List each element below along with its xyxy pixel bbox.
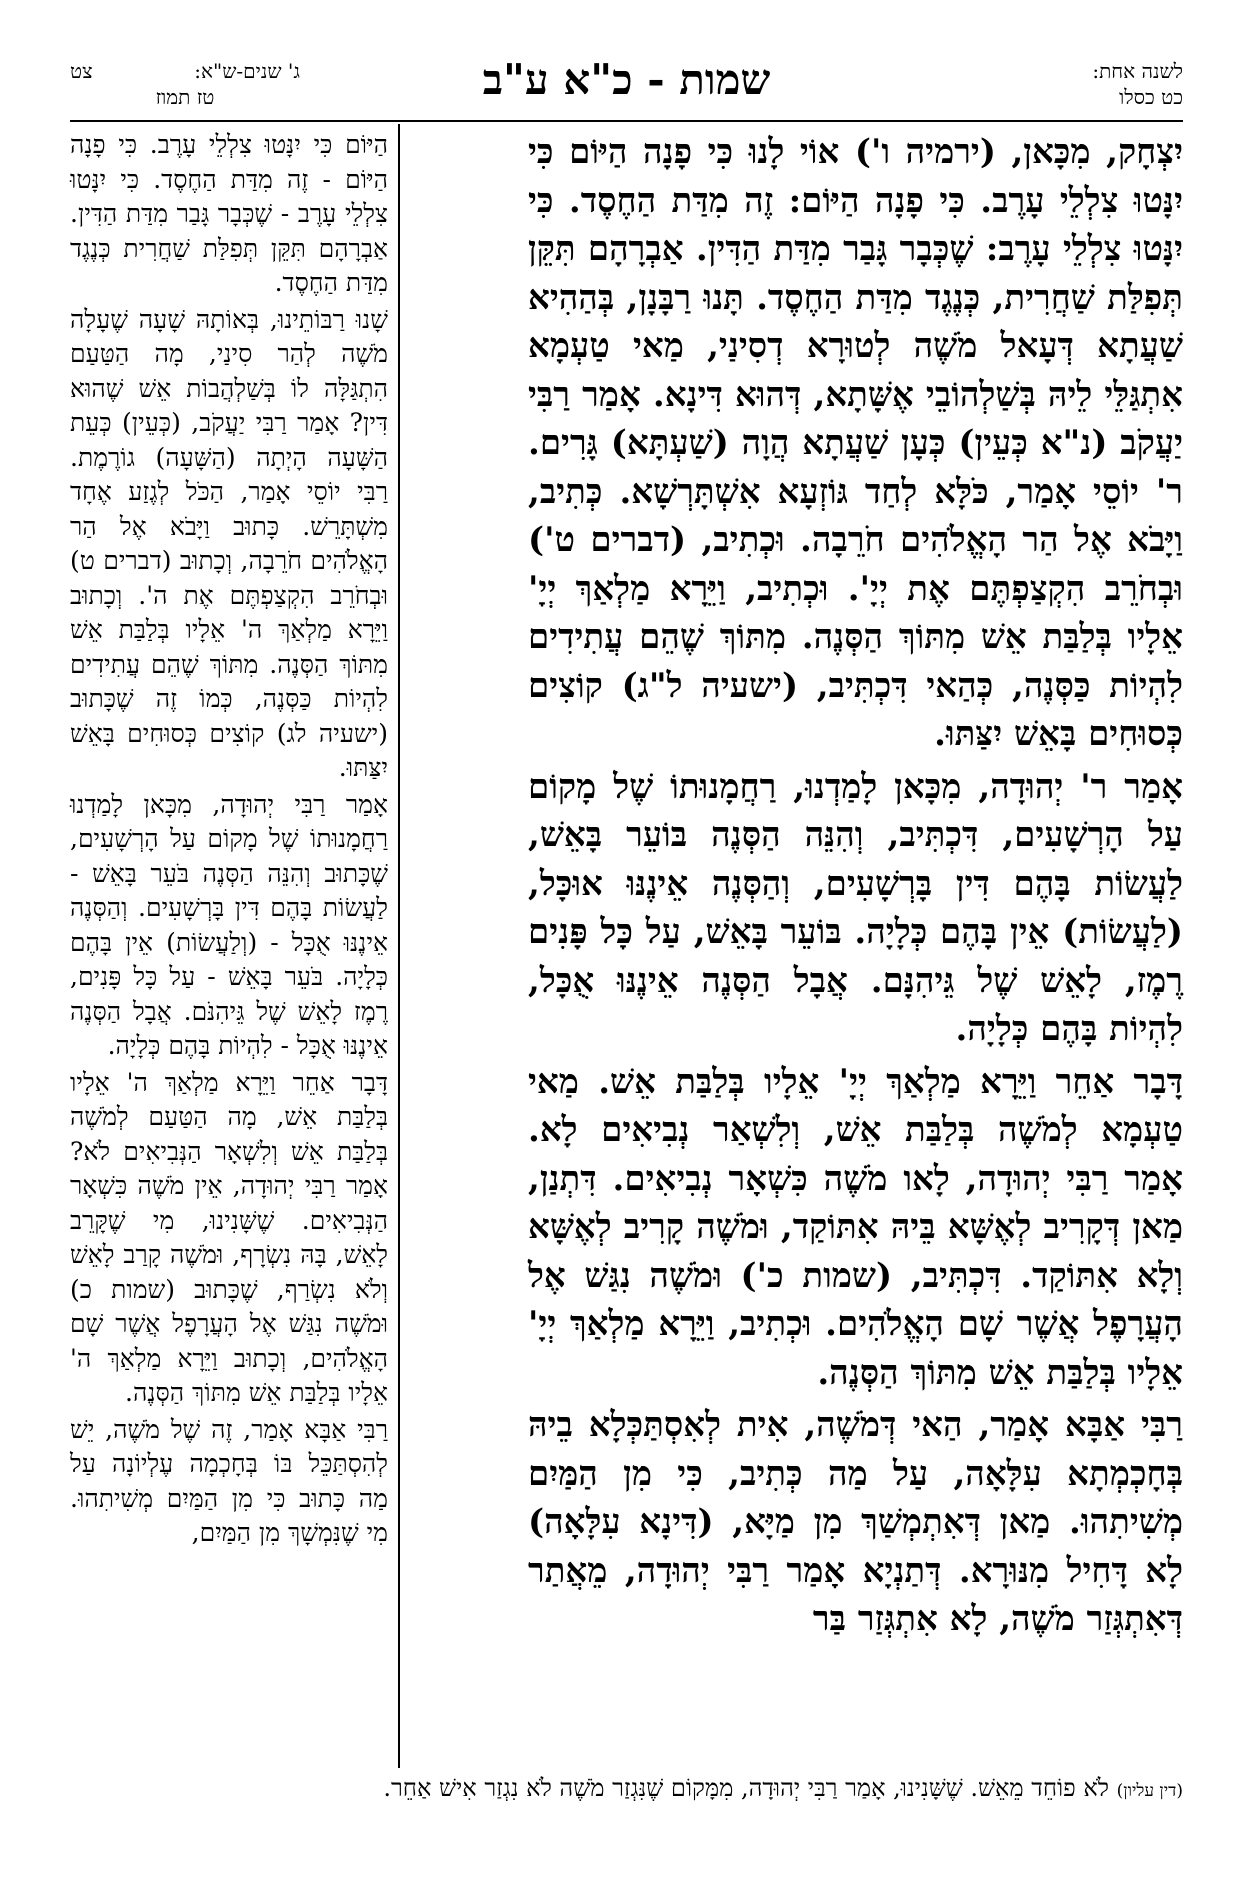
schedule-date-three-year: טז תמוז (155, 85, 215, 109)
footnote-text: לֹא פוֹחֵד מֵאֵשׁ. שֶׁשָּׁנִינוּ, אָמַר רַבִּי יְהוּדָה, מִמָּקוֹם שֶׁנִּגְזַר מֹשֶׁה לֹא נִגְזַר אִישׁ אַחֵר. (383, 1774, 1109, 1802)
translation-paragraph: שָׁנוּ רַבּוֹתֵינוּ, בְּאוֹתָהּ שָׁעָה שֶׁעָלָה מֹשֶׁה לְהַר סִינַי, מָה הַטַּעַם הִתְגַּלָּה לוֹ בְּשַׁלְהֲבוֹת אֵשׁ שֶׁהוּא דִּין? אָמַר רַבִּי יַעֲקֹב, (כְּעֵין) כְּעֵת הַשָּׁעָה הָיְתָה (הַשָּׁעָה) גוֹרֶמֶת. רַבִּי יוֹסֵי אָמַר, הַכֹּל לְגֶזַע אֶחָד מִשְׁתָּרֵשׁ. כָּתוּב וַיָּבֹא אֶל הַר הָאֱלֹהִים חֹרֵבָה, וְכָתוּב (דברים ט) וּבְחֹרֵב הִקְצַפְתֶּם אֶת ה'. וְכָתוּב וַיֵּרָא מַלְאַךְ ה' אֵלָיו בְּלַבַּת אֵשׁ מִתּוֹךְ הַסְּנֶה. מִתּוֹךְ שֶׁהֵם עֲתִידִים לִהְיוֹת כַּסְּנֶה, כְּמוֹ זֶה שֶׁכָּתוּב (ישעיה לג) קוֹצִים כְּסוּחִים בָּאֵשׁ יִצַּתּוּ. (70, 304, 388, 782)
header-rule (70, 120, 1183, 122)
footer-continuation (70, 1772, 1183, 1807)
translation-paragraph: אָמַר רַבִּי יְהוּדָה, מִכָּאן לָמַדְנוּ רַחֲמָנוּתוֹ שֶׁל מָקוֹם עַל הָרְשָׁעִים, שֶׁכָּתוּב וְהִנֵּה הַסְּנֶה בֹּעֵר בָּאֵשׁ - לַעֲשׂוֹת בָּהֶם דִּין בָּרְשָׁעִים. וְהַסְּנֶה אֵינֶנּוּ אֻכָּל - (וְלַעֲשׂוֹת) אֵין בָּהֶם כְּלָיָה. בֹּעֵר בָּאֵשׁ - עַל כָּל פָּנִים, רֶמֶז לָאֵשׁ שֶׁל גֵּיהִנֹּם. אֲבָל הַסְּנֶה אֵינֶנּוּ אֻכָּל - לִהְיוֹת בָּהֶם כְּלָיָה. (70, 789, 388, 1060)
schedule-label-one-year: לשנה אחת: (1092, 59, 1183, 83)
main-paragraph: אָמַר ר' יְהוּדָה, מִכָּאן לָמַדְנוּ, רַחֲמָנוּתוֹ שֶׁל מָקוֹם עַל הָרְשָׁעִים, דִּכְתִּיב, וְהִנֵּה הַסְּנֶה בּוֹעֵר בָּאֵשׁ, לַעֲשׂוֹת בָּהֶם דִּין בָּרְשָׁעִים, וְהַסְּנֶה אֵינֶנּוּ אוּכָּל, (לַעֲשׂוֹת) אֵין בָּהֶם כְּלָיָה. בּוֹעֵר בָּאֵשׁ, עַל כָּל פָּנִים רֶמֶז, לָאֵשׁ שֶׁל גֵּיהִנָּם. אֲבָל הַסְּנֶה אֵינֶנּוּ אֻכָּל, לִהְיוֹת בָּהֶם כְּלָיָה. (528, 766, 1183, 1049)
page-header (70, 55, 1183, 122)
main-paragraph: דָּבָר אַחֵר וַיֵּרָא מַלְאַךְ יְיָ' אֵלָיו בְּלַבַּת אֵשׁ. מַאי טַעְמָא לְמֹשֶׁה בְּלַבַּת אֵשׁ, וְלִשְׁאַר נְבִיאִים לָא. אָמַר רַבִּי יְהוּדָה, לָאו מֹשֶׁה כִּשְׁאָר נְבִיאִים. דִּתְנַן, מַאן דְּקָרִיב לְאֶשָּׁא בֵּיהּ אִתּוֹקַד, וּמֹשֶׁה קָרִיב לְאֶשָּׁא וְלָא אִתּוֹקַד. דִּכְתִּיב, (שמות כ') וּמֹשֶׁה נִגַּשׁ אֶל הָעֲרָפֶל אֲשֶׁר שָׁם הָאֱלֹהִים. וּכְתִיב, וַיֵּרָא מַלְאַךְ יְיָ' אֵלָיו בְּלַבַּת אֵשׁ מִתּוֹךְ הַסְּנֶה. (528, 1061, 1183, 1393)
main-paragraph: יִצְחָק, מִכָּאן, (ירמיה ו') אוֹי לָנוּ כִּי פָנָה הַיּוֹם כִּי יִנָּטוּ צִלְלֵי עָרֶב. כִּי פָנָה הַיּוֹם: זֶה מִדַּת הַחֶסֶד. כִּי יִנָּטוּ צִלְלֵי עָרֶב: שֶׁכְּבָר גָּבַר מִדַּת הַדִּין. אַבְרָהָם תִּקֵּן תְּפִלַּת שַׁחֲרִית, כְּנֶגֶד מִדַּת הַחֶסֶד. תָּנוּ רַבָּנָן, בְּהַהִיא שַׁעֲתָא דְּעָאל מֹשֶׁה לְטוּרָא דְסִינַי, מַאי טַעְמָא אִתְגַּלֵּי לֵיהּ בְּשַׁלְהוֹבֵי אֶשָּׁתָא, דְּהוּא דִּינָא. אָמַר רַבִּי יַעֲקֹב (נ"א כְּעֵין) כְּעָן שַׁעֲתָא הֲוָה (שַׁעְתָּא) גָּרִים. ר' יוֹסֵי אָמַר, כֹּלָּא לְחַד גּוֹזְעָא אִשְׁתָּרְשָׁא. כְּתִיב, וַיָּבֹא אֶל הַר הָאֱלֹהִים חֹרֵבָה. וּכְתִיב, (דברים ט') וּבְחֹרֵב הִקְצַפְתֶּם אֶת יְיָ'. וּכְתִיב, וַיֵּרָא מַלְאַךְ יְיָ' אֵלָיו בְּלַבַּת אֵשׁ מִתּוֹךְ הַסְּנֶה. מִתּוֹךְ שֶׁהֵם עֲתִידִים לִהְיוֹת כַּסְּנֶה, כְּהַאי דִּכְתִּיב, (ישעיה ל"ג) קוֹצִים כְּסוּחִים בָּאֵשׁ יִצַּתּוּ. (528, 132, 1183, 754)
schedule-date-one-year: כט כסלו (1119, 85, 1183, 109)
page-title: שמות - כ"א ע"ב (482, 55, 771, 104)
translation-column (70, 128, 388, 1768)
page-number: צט (70, 59, 93, 83)
study-schedule-three-year (70, 58, 300, 110)
schedule-label-three-year: ג' שנים-ש"א: (194, 59, 300, 83)
translation-paragraph: רַבִּי אַבָּא אָמַר, זֶה שֶׁל מֹשֶׁה, יֵשׁ לְהִסְתַּכֵּל בּוֹ בְּחָכְמָה עֶלְיוֹנָה עַל מַה כָּתוּב כִּי מִן הַמַּיִם מְשִׁיתִהוּ. מִי שֶׁנִּמְשָׁךְ מִן הַמַּיִם, (70, 1414, 388, 1547)
translation-paragraph: הַיּוֹם כִּי יִנָּטוּ צִלְלֵי עָרֶב. כִּי פָנָה הַיּוֹם - זֶה מִדַּת הַחֶסֶד. כִּי יִנָּטוּ צִלְלֵי עָרֶב - שֶׁכְּבָר גָּבַר מִדַּת הַדִּין. אַבְרָהָם תִּקֵּן תְּפִלַּת שַׁחֲרִית כְּנֶגֶד מִדַּת הַחֶסֶד. (70, 130, 388, 297)
column-divider (398, 124, 400, 1768)
translation-paragraph: דָּבָר אַחֵר וַיֵּרָא מַלְאַךְ ה' אֵלָיו בְּלַבַּת אֵשׁ, מָה הַטַּעַם לְמֹשֶׁה בְּלַבַּת אֵשׁ וְלִשְׁאָר הַנְּבִיאִים לֹא? אָמַר רַבִּי יְהוּדָה, אֵין מֹשֶׁה כִּשְׁאָר הַנְּבִיאִים. שֶׁשָּׁנִינוּ, מִי שֶׁקָּרֵב לָאֵשׁ, בָּהּ נִשְׂרָף, וּמֹשֶׁה קָרַב לָאֵשׁ וְלֹא נִשְׂרַף, שֶׁכָּתוּב (שמות כ) וּמֹשֶׁה נִגַּשׁ אֶל הָעֲרָפֶל אֲשֶׁר שָׁם הָאֱלֹהִים, וְכָתוּב וַיֵּרָא מַלְאַךְ ה' אֵלָיו בְּלַבַּת אֵשׁ מִתּוֹךְ הַסְּנֶה. (70, 1067, 388, 1407)
main-text-column (528, 128, 1183, 1768)
footnote-reference: (דין עליון) (1116, 1781, 1183, 1801)
main-paragraph: רַבִּי אַבָּא אָמַר, הַאי דְּמֹשֶׁה, אִית לְאִסְתַּכְּלָא בֵיהּ בְּחָכְמְתָא עִלָּאָה, עַל מַה כְּתִיב, כִּי מִן הַמַּיִם מְשִׁיתִהוּ. מַאן דְּאִתְמְשַׁךְ מִן מַיָּא, (דִּינָא עִלָּאָה) לָא דָּחִיל מִנּוּרָא. דְּתַנְיָא אָמַר רַבִּי יְהוּדָה, מֵאֲתַר דְּאִתְגְּזַר מֹשֶׁה, לָא אִתְגְּזַר בַּר (528, 1405, 1183, 1639)
